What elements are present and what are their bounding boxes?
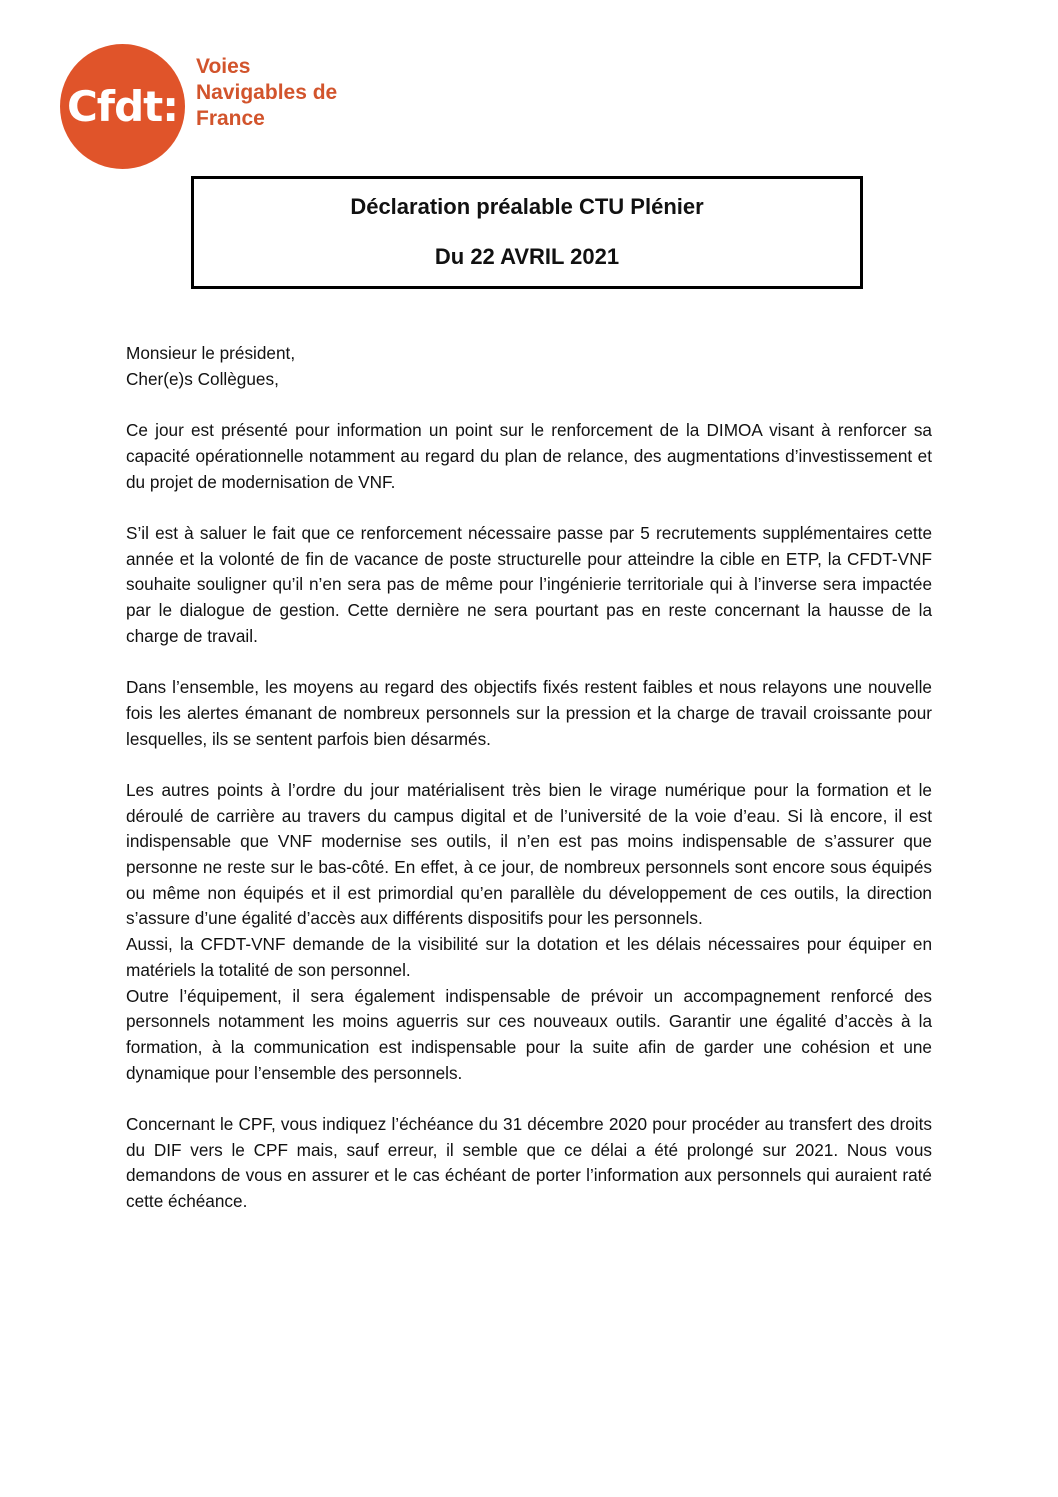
salutation-line-1: Monsieur le président, <box>126 343 296 363</box>
logo-line-1: Voies <box>196 55 251 78</box>
paragraph-accompagnement: Outre l’équipement, il sera également indispensable de prévoir un accompagnement renforcé des personnels notamment les moins aguerris sur ces nouveaux outils. Garantir une égalité d’accès à la formation, à la communication est indispensable pour la suite afin de garder une cohésion et une dynamique pour l’ensemble des personnels. <box>126 985 932 1083</box>
cfdt-logo <box>60 44 360 169</box>
letter-body <box>126 341 932 1215</box>
document-title: Déclaration préalable CTU Plénier <box>350 194 704 219</box>
logo-line-2: Navigables de <box>196 81 338 104</box>
paragraph-numerique: Les autres points à l’ordre du jour matérialisent très bien le virage numérique pour la formation et le déroulé de carrière au travers du campus digital et de l’université de la voie d’eau. Si là encore, il est indispensable que VNF modernise ses outils, il n’en est pas moins indispensable de s’assurer que personne ne reste sur le bas-côté. En effet, à ce jour, de nombreux personnels sont encore sous équipés ou même non équipés et il est primordial qu’en parallèle du développement de ces outils, la direction s’assure d’une égalité d’accès aux différents dispositifs pour les personnels. <box>126 779 932 929</box>
document-date: Du 22 AVRIL 2021 <box>434 244 620 269</box>
logo-line-3: France <box>196 107 265 130</box>
salutation-line-2: Cher(e)s Collègues, <box>126 368 279 389</box>
logo-mark-text: Cfdt: <box>66 82 179 131</box>
paragraph-dotation: Aussi, la CFDT-VNF demande de la visibilité sur la dotation et les délais nécessaires pour équiper en matériels la totalité de son personnel. <box>126 934 932 980</box>
paragraph-cpf: Concernant le CPF, vous indiquez l’échéance du 31 décembre 2020 pour procéder au transfert des droits du DIF vers le CPF mais, sauf erreur, il semble que ce délai a été prolongé sur 2021. Nous vous demandons de vous en assurer et le cas échéant de porter l’information aux personnels qui auraient raté cette échéance. <box>126 1114 932 1212</box>
paragraph-moyens: Dans l’ensemble, les moyens au regard des objectifs fixés restent faibles et nous relayons une nouvelle fois les alertes émanant de nombreux personnels sur la pression et la charge de travail croissante pour lesquelles, ils se sentent parfois bien désarmés. <box>126 677 932 749</box>
cfdt-logo-mark <box>60 44 185 169</box>
paragraph-dimoa: Ce jour est présenté pour information un point sur le renforcement de la DIMOA visant à renforcer sa capacité opérationnelle notamment au regard du plan de relance, des augmentations d’investissement et du projet de modernisation de VNF. <box>126 420 932 492</box>
logo-org-name <box>196 54 337 132</box>
document-title-box <box>191 176 863 289</box>
paragraph-recrutements: S’il est à saluer le fait que ce renforcement nécessaire passe par 5 recrutements supplémentaires cette année et la volonté de fin de vacance de poste structurelle pour atteindre la cible en ETP, la CFDT-VNF souhaite souligner qu’il n’en sera pas de même pour l’ingénierie territoriale qui à l’inverse sera impactée par le dialogue de gestion. Cette dernière ne sera pourtant pas en reste concernant la hausse de la charge de travail. <box>126 522 932 646</box>
